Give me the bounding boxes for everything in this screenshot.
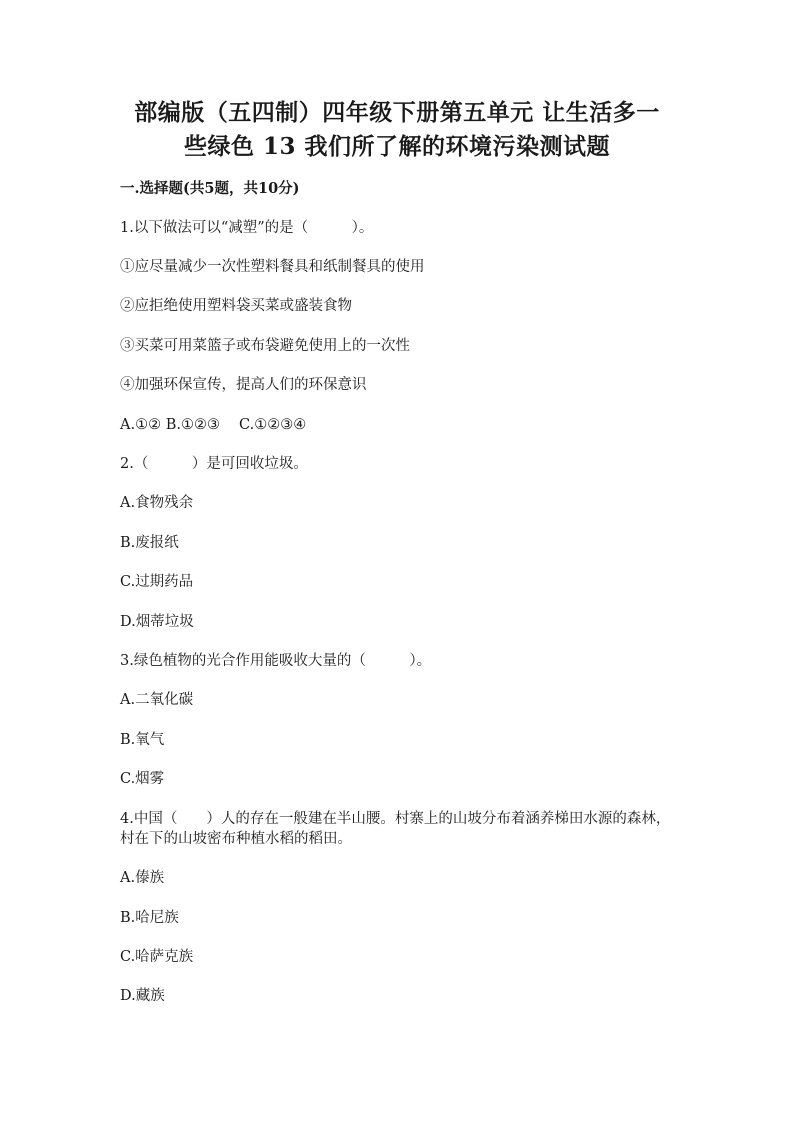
page-title-line-2: 些绿色 13 我们所了解的环境污染测试题: [183, 133, 611, 160]
section-heading: 一.选择题(共5题，共10分): [120, 180, 300, 197]
question-2-option-c: C.过期药品: [120, 574, 194, 590]
question-4-option-c: C.哈萨克族: [120, 949, 194, 965]
question-1-item-3: ③买菜可用菜篮子或布袋避免使用上的一次性: [120, 338, 410, 354]
question-3-option-b: B.氧气: [120, 732, 165, 748]
question-2-option-d: D.烟蒂垃圾: [120, 614, 194, 630]
question-3-option-c: C.烟雾: [120, 771, 165, 787]
question-1-item-1: ①应尽量减少一次性塑料餐具和纸制餐具的使用: [120, 259, 425, 275]
question-4-option-a: A.傣族: [120, 870, 165, 886]
question-2-option-a: A.食物残余: [120, 495, 194, 511]
question-1-options: A.①② B.①②③ C.①②③④: [120, 417, 307, 433]
question-1-item-4: ④加强环保宣传，提高人们的环保意识: [120, 377, 367, 393]
question-4-option-b: B.哈尼族: [120, 910, 179, 926]
question-1-stem: 1.以下做法可以“减塑”的是（ ）。: [120, 220, 374, 236]
question-4-stem: 4.中国（ ）人的存在一般建在半山腰。村寨上的山坡分布着涵养梯田水源的森林，村在下的山坡密布种植水稻的稻田。: [120, 811, 671, 847]
question-4-option-d: D.藏族: [120, 988, 165, 1004]
question-3-stem: 3.绿色植物的光合作用能吸收大量的（ ）。: [120, 653, 432, 669]
question-2-option-b: B.废报纸: [120, 535, 179, 551]
question-2-stem: 2.（ ）是可回收垃圾。: [120, 456, 308, 472]
question-3-option-a: A.二氧化碳: [120, 692, 194, 708]
question-1-item-2: ②应拒绝使用塑料袋买菜或盛装食物: [120, 298, 352, 314]
page-title-line-1: 部编版（五四制）四年级下册第五单元 让生活多一: [134, 99, 660, 126]
